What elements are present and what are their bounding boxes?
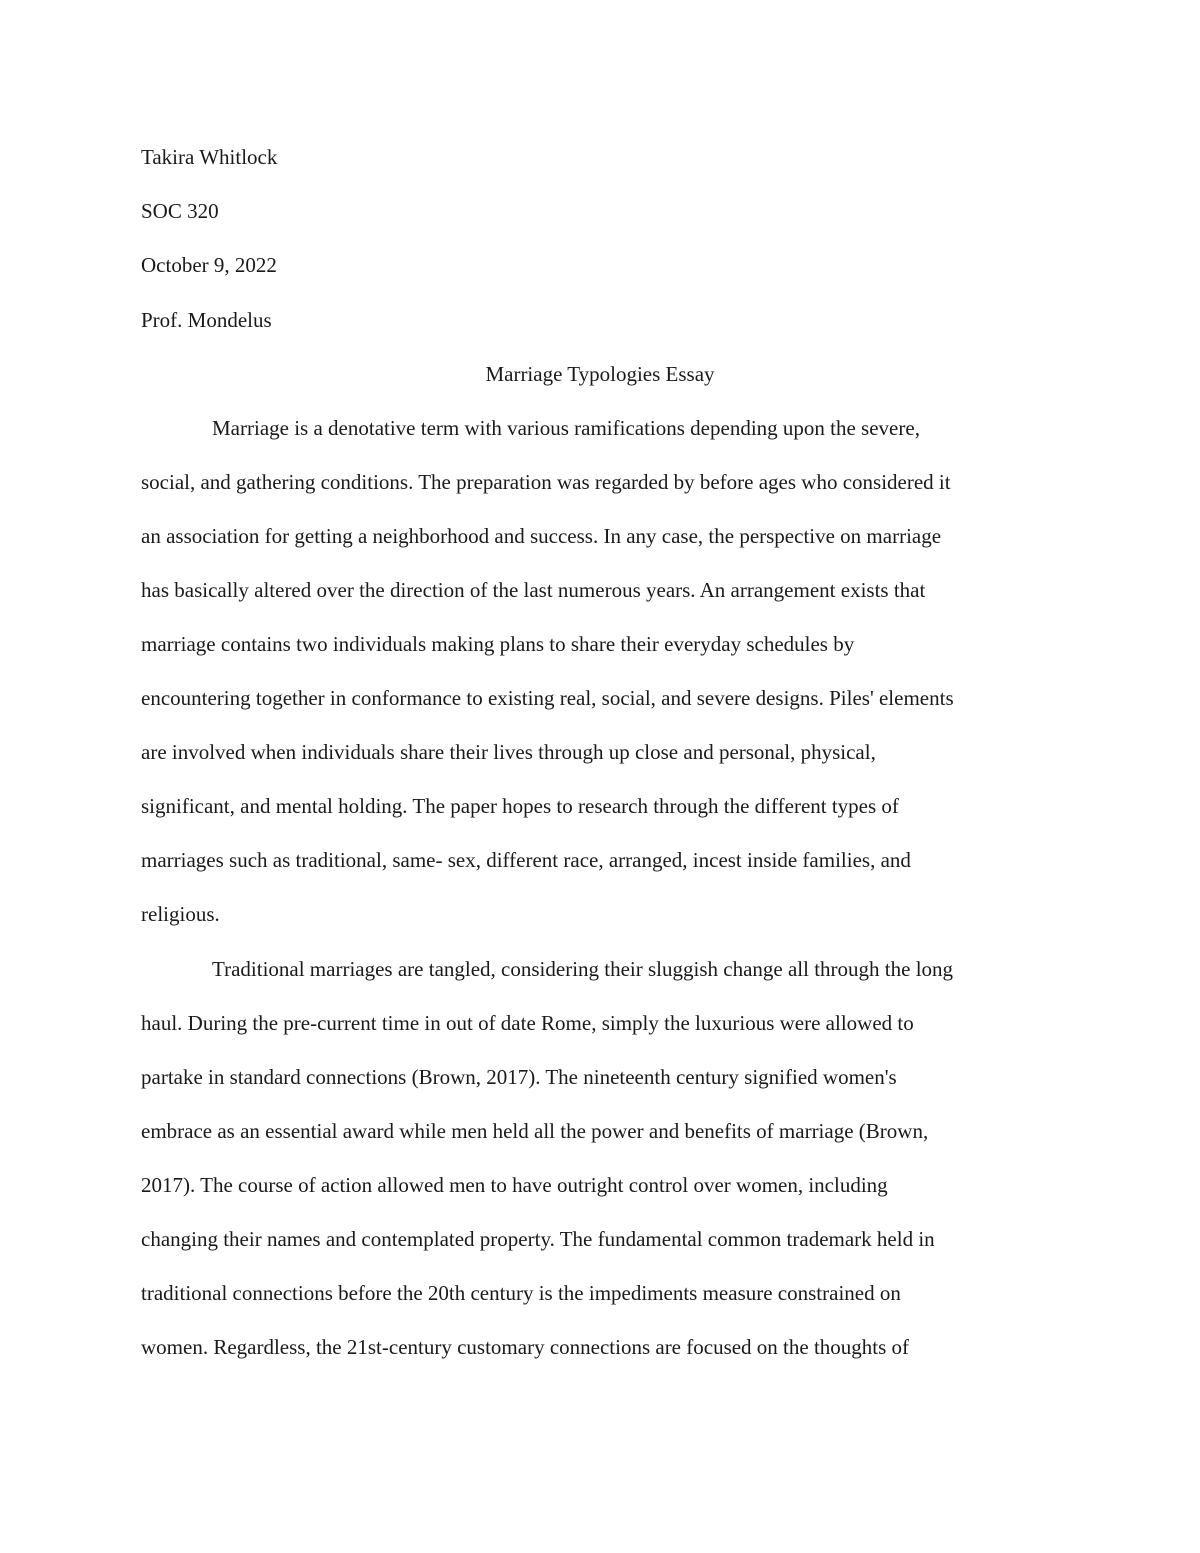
paragraph-line: significant, and mental holding. The paper hopes to research through the different types of (141, 794, 899, 818)
paragraph-line: social, and gathering conditions. The preparation was regarded by before ages who considered it (141, 470, 951, 494)
paragraph-line: embrace as an essential award while men held all the power and benefits of marriage (Brown, (141, 1119, 929, 1143)
paragraph-line: partake in standard connections (Brown, 2017). The nineteenth century signified women's (141, 1065, 897, 1089)
paragraph-line: has basically altered over the direction of the last numerous years. An arrangement exists that (141, 578, 926, 602)
paragraph-line: marriage contains two individuals making plans to share their everyday schedules by (141, 632, 855, 656)
paragraph-line: Traditional marriages are tangled, considering their sluggish change all through the long (212, 957, 954, 981)
author-name: Takira Whitlock (141, 145, 278, 169)
essay-date: October 9, 2022 (141, 253, 277, 277)
paragraph-line: changing their names and contemplated property. The fundamental common trademark held in (141, 1227, 935, 1251)
paragraph-line: 2017). The course of action allowed men to have outright control over women, including (141, 1173, 888, 1197)
paragraph-line: women. Regardless, the 21st-century customary connections are focused on the thoughts of (141, 1335, 910, 1359)
paragraph-line: are involved when individuals share their lives through up close and personal, physical, (141, 740, 876, 764)
essay-title: Marriage Typologies Essay (485, 362, 715, 386)
paragraph-line: an association for getting a neighborhood and success. In any case, the perspective on marriage (141, 524, 942, 548)
paragraph-line: traditional connections before the 20th century is the impediments measure constrained on (141, 1281, 901, 1305)
paragraph-line: marriages such as traditional, same- sex, different race, arranged, incest inside families, and (141, 848, 911, 872)
paragraph-line: Marriage is a denotative term with various ramifications depending upon the severe, (212, 416, 920, 440)
paragraph-line: haul. During the pre-current time in out of date Rome, simply the luxurious were allowed to (141, 1011, 914, 1035)
course-code: SOC 320 (141, 199, 219, 223)
paragraph-line: religious. (141, 902, 220, 926)
professor-name: Prof. Mondelus (141, 308, 272, 332)
paragraph-line: encountering together in conformance to existing real, social, and severe designs. Piles' elements (141, 686, 954, 710)
